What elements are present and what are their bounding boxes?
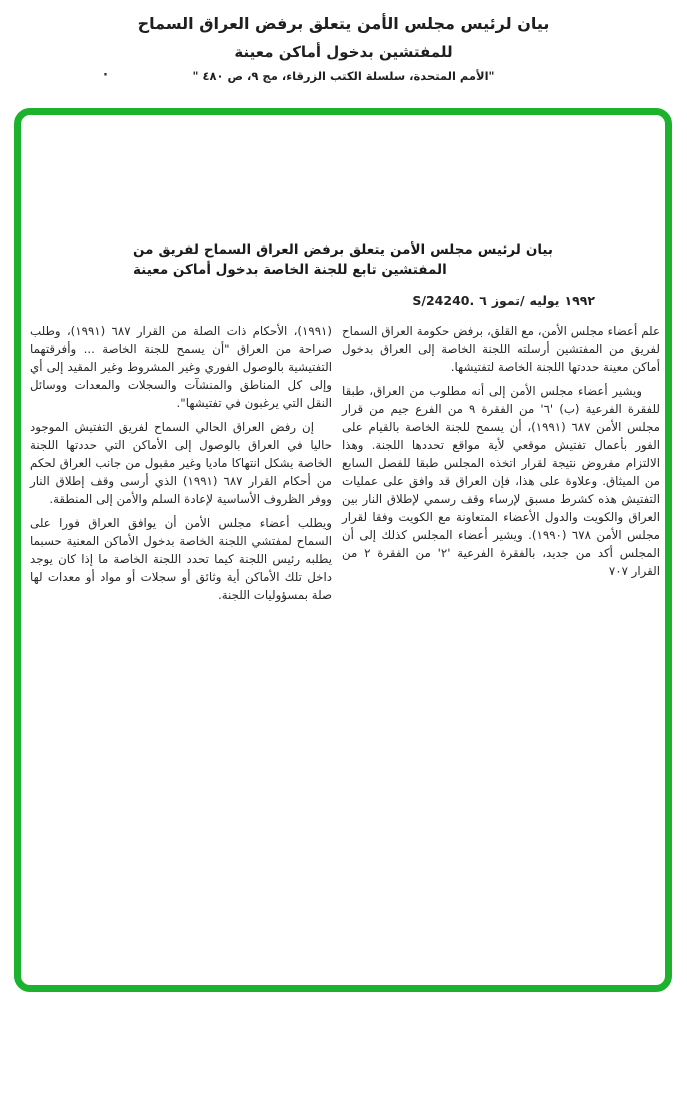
scanned-document (21, 240, 665, 1110)
date-month-arabic: تموز/ (491, 293, 525, 308)
paragraph: (١٩٩١)، الأحكام ذات الصلة من القرار ٦٨٧ (١٩٩١)، وطلب صراحة من العراق "أن يسمح للجنة الخاصة ... وأفرقتهما التفتيشية بالوصول الفوري وغير المشروط وغير المقيد إلى أي وإلى كل المناطق والمنشآت والسجلات والمعدات ووسائل النقل التي يرغبون في تفتيشها". (30, 324, 332, 410)
paragraph: ويشير أعضاء مجلس الأمن إلى أنه مطلوب من العراق، طبقا للفقرة الفرعية (ب) '٦' من الفقرة ٩ من الفرع جيم من قرار مجلس الأمن ٦٨٧ (١٩٩١)، أن يسمح للجنة الخاصة بالقيام على الفور بأعمال تفتيش موقعي لأية مواقع تحددها اللجنة. وهذا الالتزام مفروض نتيجة لقرار اتخذه المجلس طبقا للفصل السابع من الميثاق. وعلاوة على هذا، فإن العراق قد وافق على عمليات التفتيش هذه كشرط مسبق لإرساء وقف رسمي لإطلاق النار بين العراق والكويت والدول الأعضاء المتعاونة مع الكويت وفقا لقرار مجلس الأمن ٦٧٨ (١٩٩٠). ويشير أعضاء المجلس كذلك إلى أن المجلس أكد من جديد، بالفقرة الفرعية '٢' من الفقرة ٢ من القرار ٧٠٧ (342, 384, 661, 578)
document-symbol: S/24240. (412, 293, 475, 308)
document-symbol-date (21, 293, 595, 308)
paragraph: إن رفض العراق الحالي السماح لفريق التفتيش الموجود حاليا في العراق بالوصول إلى الأماكن التي حددتها اللجنة الخاصة يشكل انتهاكا ماديا وغير مقبول من جانب العراق لحكم من أحكام القرار ٦٨٧ (١٩٩١) الذي أرسى وقف إطلاق النار ووفر الظروف الأساسية لإعادة السلم والأمن إلى المنطقة. (30, 420, 332, 506)
column-first (342, 322, 660, 604)
paragraph: علم أعضاء مجلس الأمن، مع القلق، برفض حكومة العراق السماح لفريق من المفتشين أرسلته اللجنة الخاصة إلى العراق بدخول أماكن معينة حددتها اللجنة الخاصة لتفتيشها. (342, 324, 660, 374)
paragraph: ويطلب أعضاء مجلس الأمن أن يوافق العراق فورا على السماح لمفتشي اللجنة الخاصة بدخول الأماكن المعنية حسبما يطلبه رئيس اللجنة كيما تحدد اللجنة الخاصة ما إذا كان يوجد داخل تلك الأماكن أية وثائق أو سجلات أو مواد أو معدات لها صلة بمسؤوليات اللجنة. (30, 516, 332, 602)
scan-dot-artifact: · (103, 68, 108, 83)
header-title-line2: للمفتشين بدخول أماكن معينة (234, 43, 453, 61)
column-second (30, 322, 332, 604)
date-year: ١٩٩٢ (564, 293, 595, 308)
scan-frame (14, 108, 672, 992)
header-title-line1: بيان لرئيس مجلس الأمن يتعلق برفض العراق السماح (137, 14, 550, 33)
date-month: يوليه (529, 293, 560, 308)
header-source-citation: "الأمم المتحدة، سلسلة الكتب الزرقاء، مج ٩، ص ٤٨٠ " (192, 69, 495, 83)
date-day: ٦ (479, 293, 487, 308)
document-title-line2: المفتشين تابع للجنة الخاصة بدخول أماكن معينة (133, 262, 447, 278)
document-title (133, 240, 553, 280)
document-title-line1: بيان لرئيس مجلس الأمن يتعلق برفض العراق السماح لفريق من (133, 242, 553, 258)
body-columns (21, 322, 665, 604)
